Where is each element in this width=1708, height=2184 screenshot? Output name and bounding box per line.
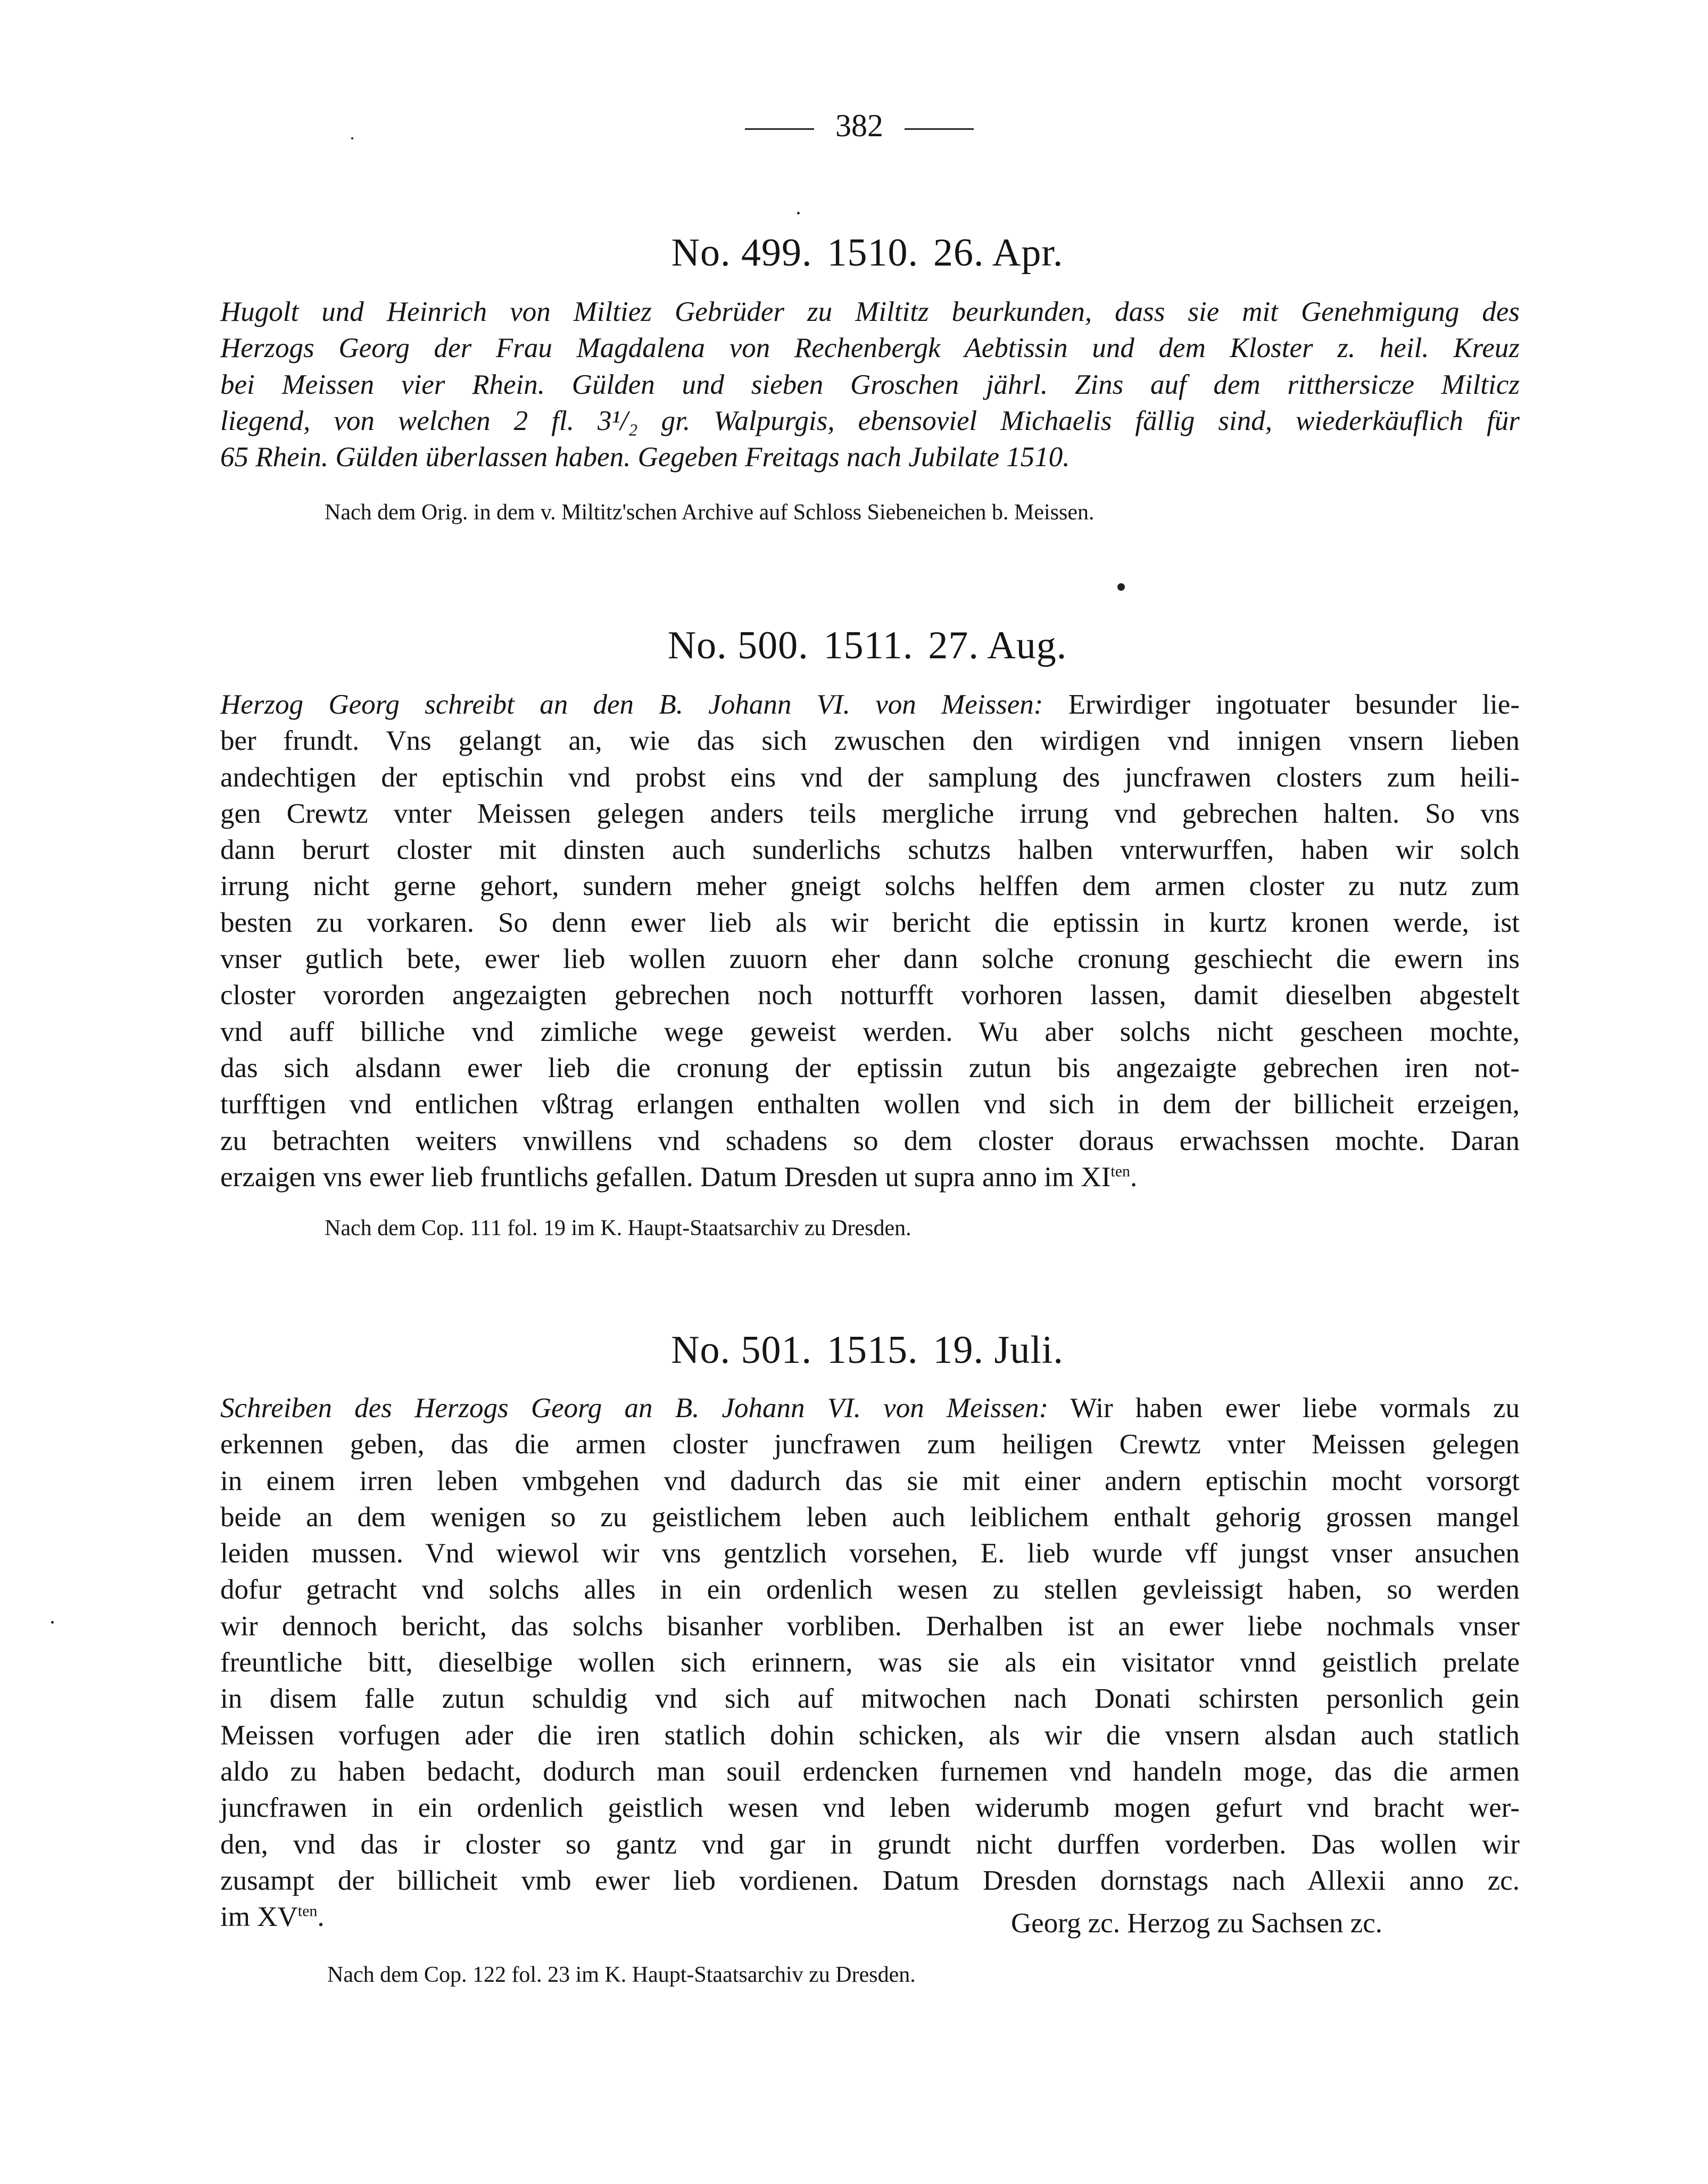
text-line: ber frundt. Vns gelangt an, wie das sich zwuschen den wirdigen vnd innigen vnsern lieben xyxy=(220,725,1520,757)
text-line: vnser gutlich bete, ewer lieb wollen zuuorn eher dann solche cronung geschiecht die ewern ins xyxy=(220,944,1520,975)
dash-left xyxy=(745,128,814,130)
text-line: in disem falle zutun schuldig vnd sich auf mitwochen nach Donati schirsten personlich gein xyxy=(220,1683,1520,1715)
text-line: bei Meissen vier Rhein. Gülden und sieben Groschen jährl. Zins auf dem ritthersicze Milticz xyxy=(220,369,1520,400)
text-line: gen Crewtz vnter Meissen gelegen anders teils mergliche irrung vnd gebrechen halten. So vns xyxy=(220,798,1520,829)
text-line: freuntliche bitt, dieselbige wollen sich erinnern, was sie als ein visitator vnnd geistlich prelate xyxy=(220,1647,1520,1678)
text-line: zusampt der billicheit vmb ewer lieb vordienen. Datum Dresden dornstags nach Allexii anno zc. xyxy=(220,1865,1520,1896)
text-line: leiden mussen. Vnd wiewol wir vns gentzlich vorsehen, E. lieb wurde vff jungst vnser ansuchen xyxy=(220,1538,1520,1569)
text-line: dann berurt closter mit dinsten auch sunderlichs schutzs halben vnterwurffen, haben wir solch xyxy=(220,834,1520,866)
scan-speck xyxy=(797,212,800,214)
text-line: aldo zu haben bedacht, dodurch man souil erdencken furnemen vnd handeln moge, das die armen xyxy=(220,1756,1520,1787)
text-line: 65 Rhein. Gülden überlassen haben. Gegeben Freitags nach Jubilate 1510. xyxy=(220,442,1070,473)
text-line: andechtigen der eptischin vnd probst eins vnd der samplung des juncfrawen closters zum heili- xyxy=(220,762,1520,793)
text-line: vnd auff billiche vnd zimliche wege geweist werden. Wu aber solchs nicht gescheen mochte, xyxy=(220,1016,1520,1047)
text-line: liegend, von welchen 2 fl. 3¹/₂ gr. Walpurgis, ebensoviel Michaelis fällig sind, wiederkäuflich für xyxy=(220,405,1520,436)
text-line: dofur getracht vnd solchs alles in ein ordenlich wesen zu stellen gevleissigt haben, so werden xyxy=(220,1574,1520,1606)
doc-heading-499: No. 499. 1510. 26. Apr. xyxy=(671,231,1064,275)
text-line: irrung nicht gerne gehort, sundern meher gneigt solchs helffen dem armen closter zu nutz zum xyxy=(220,871,1520,902)
text-line: besten zu vorkaren. So denn ewer lieb als wir bericht die eptissin in kurtz kronen werde, ist xyxy=(220,907,1520,938)
text-line: wir dennoch bericht, das solchs bisanher vorbliben. Derhalben ist an ewer liebe nochmals vnser xyxy=(220,1610,1520,1642)
signature: Georg zc. Herzog zu Sachsen zc. xyxy=(1011,1908,1383,1939)
text-line: Hugolt und Heinrich von Miltiez Gebrüder zu Miltitz beurkunden, dass sie mit Genehmigung des xyxy=(220,296,1520,327)
text-line: zu betrachten weiters vnwillens vnd schadens so dem closter doraus erwachssen mochte. Daran xyxy=(220,1125,1520,1156)
text-line: Schreiben des Herzogs Georg an B. Johann VI. von Meissen: Wir haben ewer liebe vormals zu xyxy=(220,1393,1520,1424)
source-note-501: Nach dem Cop. 122 fol. 23 im K. Haupt-Staatsarchiv zu Dresden. xyxy=(327,1963,916,1987)
letter-intro: Herzog Georg schreibt an den B. Johann VI. von Meissen: xyxy=(220,689,1043,720)
text-line: Herzogs Georg der Frau Magdalena von Rechenbergk Aebtissin und dem Kloster z. heil. Kreuz xyxy=(220,333,1520,364)
text-line: juncfrawen in ein ordenlich geistlich wesen vnd leben widerumb mogen gefurt vnd bracht wer- xyxy=(220,1792,1520,1824)
text-line: beide an dem wenigen so zu geistlichem leben auch leiblichem enthalt gehorig grossen mangel xyxy=(220,1501,1520,1533)
letter-500 xyxy=(220,686,1520,1195)
page-number: 382 xyxy=(721,104,998,147)
text-line: turfftigen vnd entlichen vßtrag erlangen enthalten wollen vnd sich in dem der billicheit erzeigen, xyxy=(220,1089,1520,1120)
doc-heading-500: No. 500. 1511. 27. Aug. xyxy=(667,624,1067,667)
doc-heading-501: No. 501. 1515. 19. Juli. xyxy=(671,1328,1064,1372)
text-line: erzaigen vns ewer lieb fruntlichs gefallen. Datum Dresden ut supra anno im $XI^{ten}$. xyxy=(220,1161,1138,1193)
text-line: in einem irren leben vmbgehen vnd dadurch das sie mit einer andern eptischin mocht vorsorgt xyxy=(220,1465,1520,1496)
scan-speck xyxy=(1117,583,1125,591)
letter-501 xyxy=(220,1390,1520,1935)
scan-speck xyxy=(351,137,353,139)
dash-right xyxy=(905,128,974,130)
text-line: erkennen geben, das die armen closter juncfrawen zum heiligen Crewtz vnter Meissen gelegen xyxy=(220,1429,1520,1460)
regest-499 xyxy=(220,294,1520,475)
text-line: das sich alsdann ewer lieb die cronung der eptissin zutun bis angezaigte gebrechen iren not- xyxy=(220,1052,1520,1083)
source-note-499: Nach dem Orig. in dem v. Miltitz'schen Archive auf Schloss Siebeneichen b. Meissen. xyxy=(325,500,1095,525)
text-line: Herzog Georg schreibt an den B. Johann VI. von Meissen: Erwirdiger ingotuater besunder lie- xyxy=(220,689,1520,720)
text-line: Meissen vorfugen ader die iren statlich dohin schicken, als wir die vnsern alsdan auch statlich xyxy=(220,1719,1520,1751)
text-line: den, vnd das ir closter so gantz vnd gar in grundt nicht durffen vorderben. Das wollen wir xyxy=(220,1829,1520,1860)
source-note-500: Nach dem Cop. 111 fol. 19 im K. Haupt-Staatsarchiv zu Dresden. xyxy=(325,1216,911,1240)
letter-intro: Schreiben des Herzogs Georg an B. Johann VI. von Meissen: xyxy=(220,1393,1049,1424)
scan-speck xyxy=(51,1621,54,1624)
text-line: im $XV^{ten}$. xyxy=(220,1901,325,1933)
text-line: closter vororden angezaigten gebrechen noch notturfft vorhoren lassen, damit dieselben abgestelt xyxy=(220,980,1520,1011)
